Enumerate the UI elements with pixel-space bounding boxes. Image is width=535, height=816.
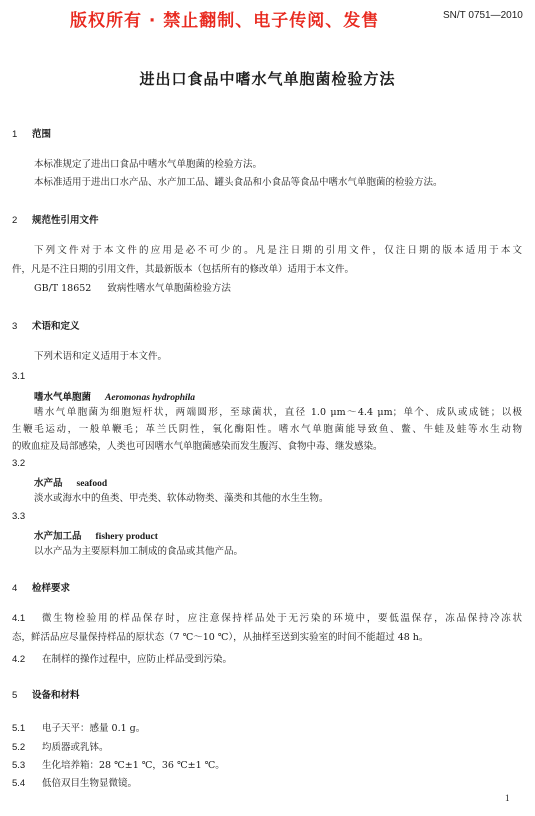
- section-number: 2: [12, 215, 18, 226]
- term-entry: [34, 528, 158, 542]
- paragraph: 本标准适用于进出口水产品、水产加工品、罐头食品和小食品等食品中嗜水气单胞菌的检验方法。: [34, 177, 443, 188]
- paragraph: 下列术语和定义适用于本文件。: [34, 351, 168, 362]
- item-text: 电子天平：感量 0.1 g。: [42, 723, 146, 734]
- term-zh: 水产加工品: [34, 531, 82, 542]
- definition-line: 淡水或海水中的鱼类、甲壳类、软体动物类、藻类和其他的水生生物。: [34, 493, 329, 504]
- watermark-text: 版权所有 · 禁止翻制、电子传阅、发售: [70, 11, 380, 31]
- section-2-heading: [12, 212, 99, 226]
- clause-number: 4.2: [12, 654, 26, 665]
- item-text: 均质器或乳钵。: [42, 742, 109, 753]
- clause-text-line: 态，鲜活品应尽量保持样品的原状态（7 ℃～10 ℃），从抽样至送到实验室的时间不能超过 48 h。: [12, 632, 429, 643]
- paragraph-line: 下列文件对于本文件的应用是必不可少的。凡是注日期的引用文件，仅注日期的版本适用于本文: [34, 245, 522, 256]
- page-number: 1: [505, 793, 510, 803]
- item-number: 5.3: [12, 760, 26, 771]
- section-title: 规范性引用文件: [32, 215, 99, 226]
- paragraph: 本标准规定了进出口食品中嗜水气单胞菌的检验方法。: [34, 159, 263, 170]
- definition-line: 的败血症及局部感染，人类也可因嗜水气单胞菌感染而发生腹泻、食物中毒、继发感染。: [12, 441, 383, 452]
- section-number: 3: [12, 321, 18, 332]
- section-number: 1: [12, 129, 18, 140]
- list-item: [12, 757, 225, 771]
- term-en: fishery product: [95, 532, 158, 542]
- section-title: 术语和定义: [32, 321, 80, 332]
- section-3-heading: [12, 318, 80, 332]
- reference-code: GB/T 18652: [34, 283, 92, 294]
- section-title: 设备和材料: [32, 690, 80, 701]
- term-number: 3.1: [12, 371, 26, 382]
- list-item: [12, 739, 109, 753]
- section-title: 范围: [32, 129, 52, 140]
- item-text: 生化培养箱：28 ℃±1 ℃，36 ℃±1 ℃。: [42, 760, 225, 771]
- definition-line: 嗜水气单胞菌为细胞短杆状，两端圆形，至球菌状，直径 1.0 μm～4.4 μm；单个、成队或成链；以极: [34, 407, 522, 418]
- term-en: Aeromonas hydrophila: [105, 393, 196, 403]
- list-item: [12, 775, 137, 789]
- term-zh: 嗜水气单胞菌: [34, 392, 92, 403]
- term-entry: [34, 475, 107, 489]
- term-zh: 水产品: [34, 478, 63, 489]
- item-number: 5.4: [12, 778, 26, 789]
- clause-text: 微生物检验用的样品保存时，应注意保持样品处于无污染的环境中，要低温保存，冻品保持冷冻状: [42, 613, 522, 624]
- term-en: seafood: [76, 479, 108, 489]
- definition-line: 生鞭毛运动，一般单鞭毛；革兰氏阴性，氧化酶阳性。嗜水气单胞菌能导致鱼、鳖、牛蛙及蛙等水生动物: [12, 424, 522, 435]
- section-number: 4: [12, 583, 18, 594]
- list-item: [12, 720, 145, 734]
- section-number: 5: [12, 690, 18, 701]
- section-1-heading: [12, 126, 51, 140]
- term-entry: [34, 389, 195, 403]
- document-title: 进出口食品中嗜水气单胞菌检验方法: [139, 70, 396, 88]
- clause-number: 4.1: [12, 613, 26, 624]
- section-title: 检样要求: [32, 583, 71, 594]
- clause-4-2: [12, 651, 232, 665]
- reference-title: 致病性嗜水气单胞菌检验方法: [107, 283, 231, 294]
- paragraph-line: 件，凡是不注日期的引用文件，其最新版本（包括所有的修改单）适用于本文件。: [12, 264, 355, 275]
- term-number: 3.3: [12, 511, 26, 522]
- item-number: 5.1: [12, 723, 26, 734]
- standard-number: SN/T 0751—2010: [443, 10, 523, 21]
- section-5-heading: [12, 687, 80, 701]
- term-number: 3.2: [12, 458, 26, 469]
- item-text: 低倍双目生物显微镜。: [42, 778, 138, 789]
- normative-reference: [34, 281, 231, 297]
- section-4-heading: [12, 580, 70, 594]
- definition-line: 以水产品为主要原料加工制成的食品或其他产品。: [34, 546, 244, 557]
- clause-4-1: [12, 611, 522, 627]
- item-number: 5.2: [12, 742, 26, 753]
- clause-text: 在制样的操作过程中，应防止样品受到污染。: [42, 654, 233, 665]
